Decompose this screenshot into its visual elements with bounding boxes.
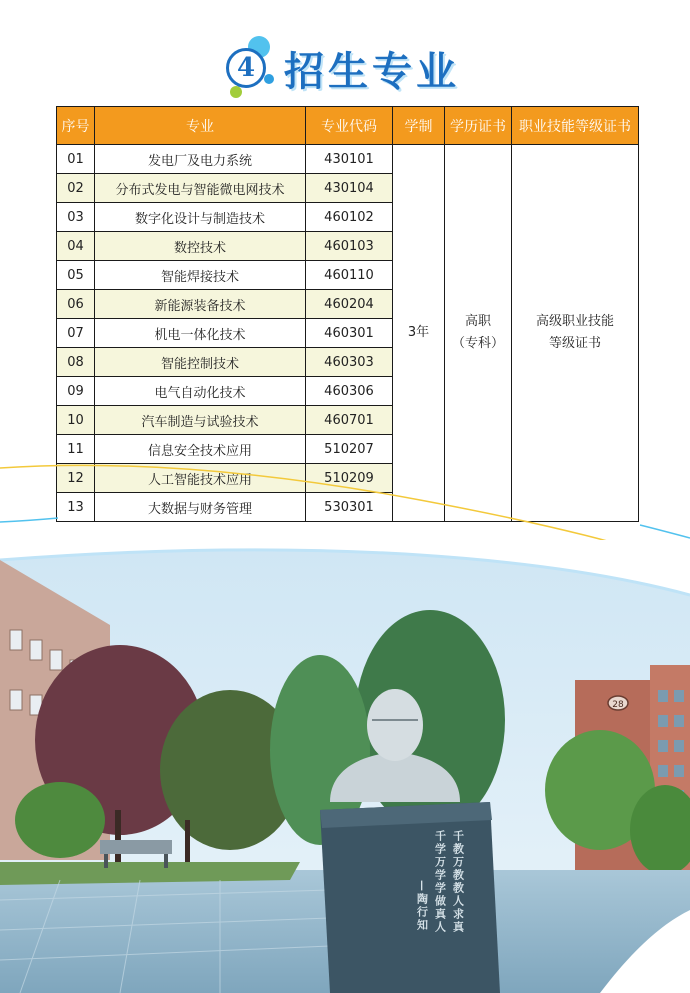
decor-dot xyxy=(264,74,274,84)
row-index: 03 xyxy=(57,203,95,232)
row-index: 02 xyxy=(57,174,95,203)
diploma-line: （专科） xyxy=(451,336,504,351)
row-major: 数字化设计与制造技术 xyxy=(95,203,306,232)
row-code: 460306 xyxy=(306,377,393,406)
row-code: 460102 xyxy=(306,203,393,232)
row-code: 460701 xyxy=(306,406,393,435)
row-index: 05 xyxy=(57,261,95,290)
row-index: 06 xyxy=(57,290,95,319)
row-major: 数控技术 xyxy=(95,232,306,261)
header-cell-diploma: 学历证书 xyxy=(445,107,512,145)
row-code: 430104 xyxy=(306,174,393,203)
row-major: 信息安全技术应用 xyxy=(95,435,306,464)
inscription-column: 千教万教教人求真 xyxy=(451,830,465,934)
duration-cell: 3年 xyxy=(393,145,445,522)
row-code: 530301 xyxy=(306,493,393,522)
row-code: 430101 xyxy=(306,145,393,174)
row-major: 新能源装备技术 xyxy=(95,290,306,319)
row-major: 发电厂及电力系统 xyxy=(95,145,306,174)
certificate-line: 等级证书 xyxy=(548,336,601,351)
page-title: 招生专业 xyxy=(284,49,460,95)
row-index: 11 xyxy=(57,435,95,464)
header-cell-major: 专业 xyxy=(95,107,306,145)
row-index: 12 xyxy=(57,464,95,493)
table-row xyxy=(57,145,639,174)
header-cell-index: 序号 xyxy=(57,107,95,145)
row-index: 13 xyxy=(57,493,95,522)
diploma-line: 高职 xyxy=(464,314,491,329)
row-major: 智能焊接技术 xyxy=(95,261,306,290)
header-cell-code: 专业代码 xyxy=(306,107,393,145)
campus-photo xyxy=(0,540,690,993)
row-code: 460204 xyxy=(306,290,393,319)
row-major: 分布式发电与智能微电网技术 xyxy=(95,174,306,203)
section-badge xyxy=(218,34,284,104)
table-header-row xyxy=(57,107,639,145)
building-number: 28 xyxy=(612,700,624,710)
row-index: 01 xyxy=(57,145,95,174)
page-header xyxy=(0,30,690,110)
header-cell-duration: 学制 xyxy=(393,107,445,145)
row-code: 510207 xyxy=(306,435,393,464)
inscription-column: 千学万学学做真人 xyxy=(433,830,447,934)
row-major: 机电一体化技术 xyxy=(95,319,306,348)
row-major: 智能控制技术 xyxy=(95,348,306,377)
row-major: 电气自动化技术 xyxy=(95,377,306,406)
row-code: 510209 xyxy=(306,464,393,493)
row-index: 08 xyxy=(57,348,95,377)
row-index: 09 xyxy=(57,377,95,406)
header-cell-certificate: 职业技能等级证书 xyxy=(512,107,639,145)
decor-dot xyxy=(230,86,242,98)
row-code: 460301 xyxy=(306,319,393,348)
inscription-signature: —陶行知 xyxy=(415,880,429,932)
row-index: 07 xyxy=(57,319,95,348)
row-code: 460303 xyxy=(306,348,393,377)
section-number: 4 xyxy=(226,48,266,88)
certificate-line: 高级职业技能 xyxy=(535,314,614,329)
row-index: 10 xyxy=(57,406,95,435)
row-index: 04 xyxy=(57,232,95,261)
row-code: 460103 xyxy=(306,232,393,261)
row-major: 汽车制造与试验技术 xyxy=(95,406,306,435)
row-code: 460110 xyxy=(306,261,393,290)
row-major: 大数据与财务管理 xyxy=(95,493,306,522)
row-major: 人工智能技术应用 xyxy=(95,464,306,493)
